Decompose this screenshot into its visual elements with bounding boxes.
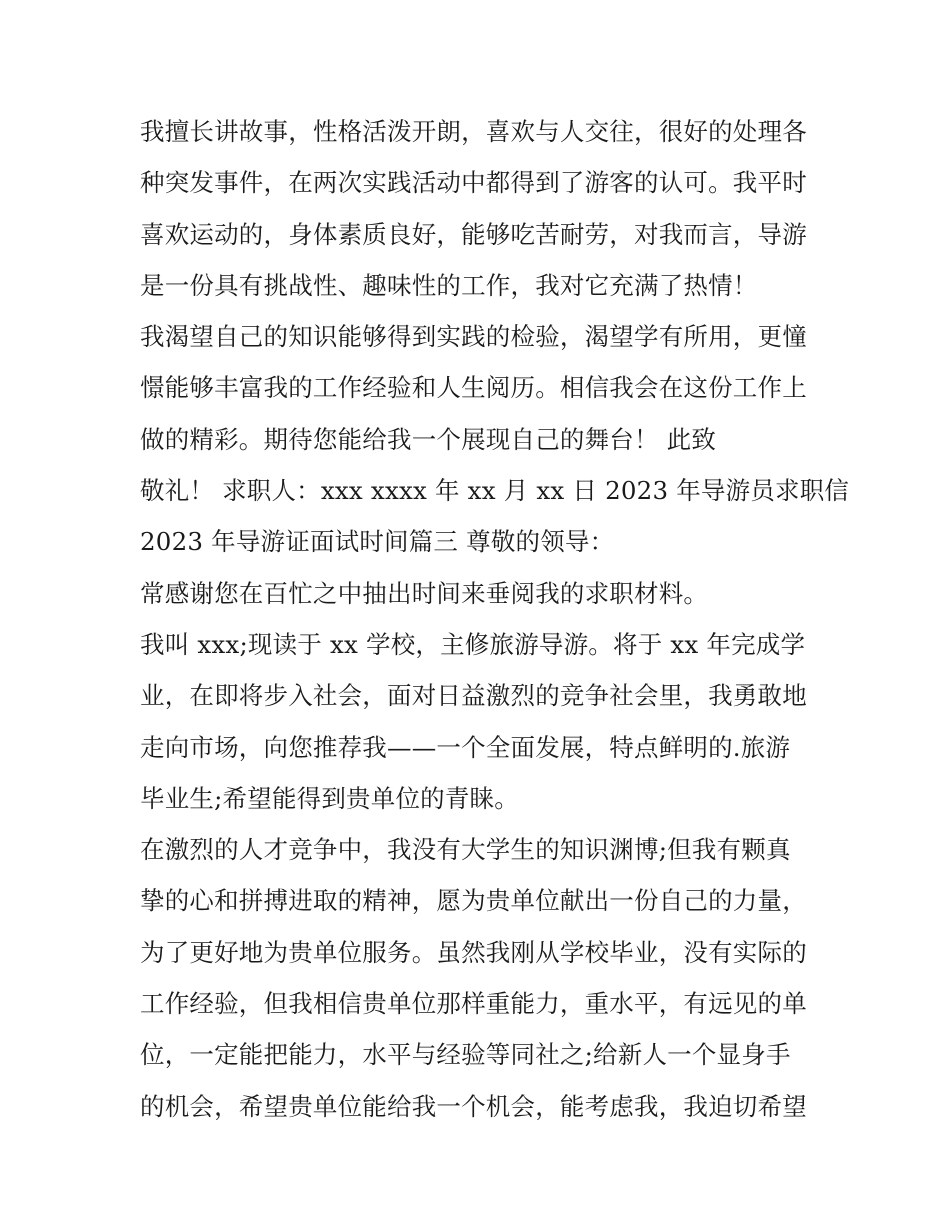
text-line: 走向市场，向您推荐我——一个全面发展，特点鲜明的.旅游	[140, 732, 791, 762]
text-line: 毕业生;希望能得到贵单位的青睐。	[140, 783, 519, 813]
text-line: 的机会，希望贵单位能给我一个机会，能考虑我，我迫切希望	[140, 1091, 807, 1121]
text-line: 挚的心和拼搏进取的精神，愿为贵单位献出一份自己的力量，	[140, 886, 807, 916]
text-line: 2023 年导游证面试时间篇三 尊敬的领导：	[140, 527, 615, 557]
text-line: 我叫 xxx;现读于 xx 学校，主修旅游导游。将于 xx 年完成学	[140, 629, 806, 659]
text-line: 我渴望自己的知识能够得到实践的检验，渴望学有所用，更憧	[140, 322, 807, 352]
text-line: 种突发事件，在两次实践活动中都得到了游客的认可。我平时	[140, 168, 807, 198]
text-line: 常感谢您在百忙之中抽出时间来垂阅我的求职材料。	[140, 578, 709, 608]
text-line: 为了更好地为贵单位服务。虽然我刚从学校毕业，没有实际的	[140, 937, 807, 967]
text-line: 喜欢运动的，身体素质良好，能够吃苦耐劳，对我而言，导游	[140, 219, 807, 249]
text-line: 憬能够丰富我的工作经验和人生阅历。相信我会在这份工作上	[140, 373, 807, 403]
text-line: 位，一定能把能力，水平与经验等同社之;给新人一个显身手	[140, 1040, 791, 1070]
text-line: 我擅长讲故事，性格活泼开朗，喜欢与人交往，很好的处理各	[140, 117, 807, 146]
text-line: 在激烈的人才竞争中，我没有大学生的知识渊博;但我有颗真	[140, 835, 791, 865]
text-line: 做的精彩。期待您能给我一个展现自己的舞台！ 此致	[140, 424, 717, 454]
text-line: 是一份具有挑战性、趣味性的工作，我对它充满了热情！	[140, 270, 758, 300]
text-line: 业，在即将步入社会，面对日益激烈的竞争社会里，我勇敢地	[140, 681, 807, 711]
text-line: 工作经验，但我相信贵单位那样重能力，重水平，有远见的单	[140, 989, 807, 1019]
text-line: 敬礼！ 求职人：xxx xxxx 年 xx 月 xx 日 2023 年导游员求职信	[140, 476, 850, 506]
document-body	[140, 106, 850, 1132]
